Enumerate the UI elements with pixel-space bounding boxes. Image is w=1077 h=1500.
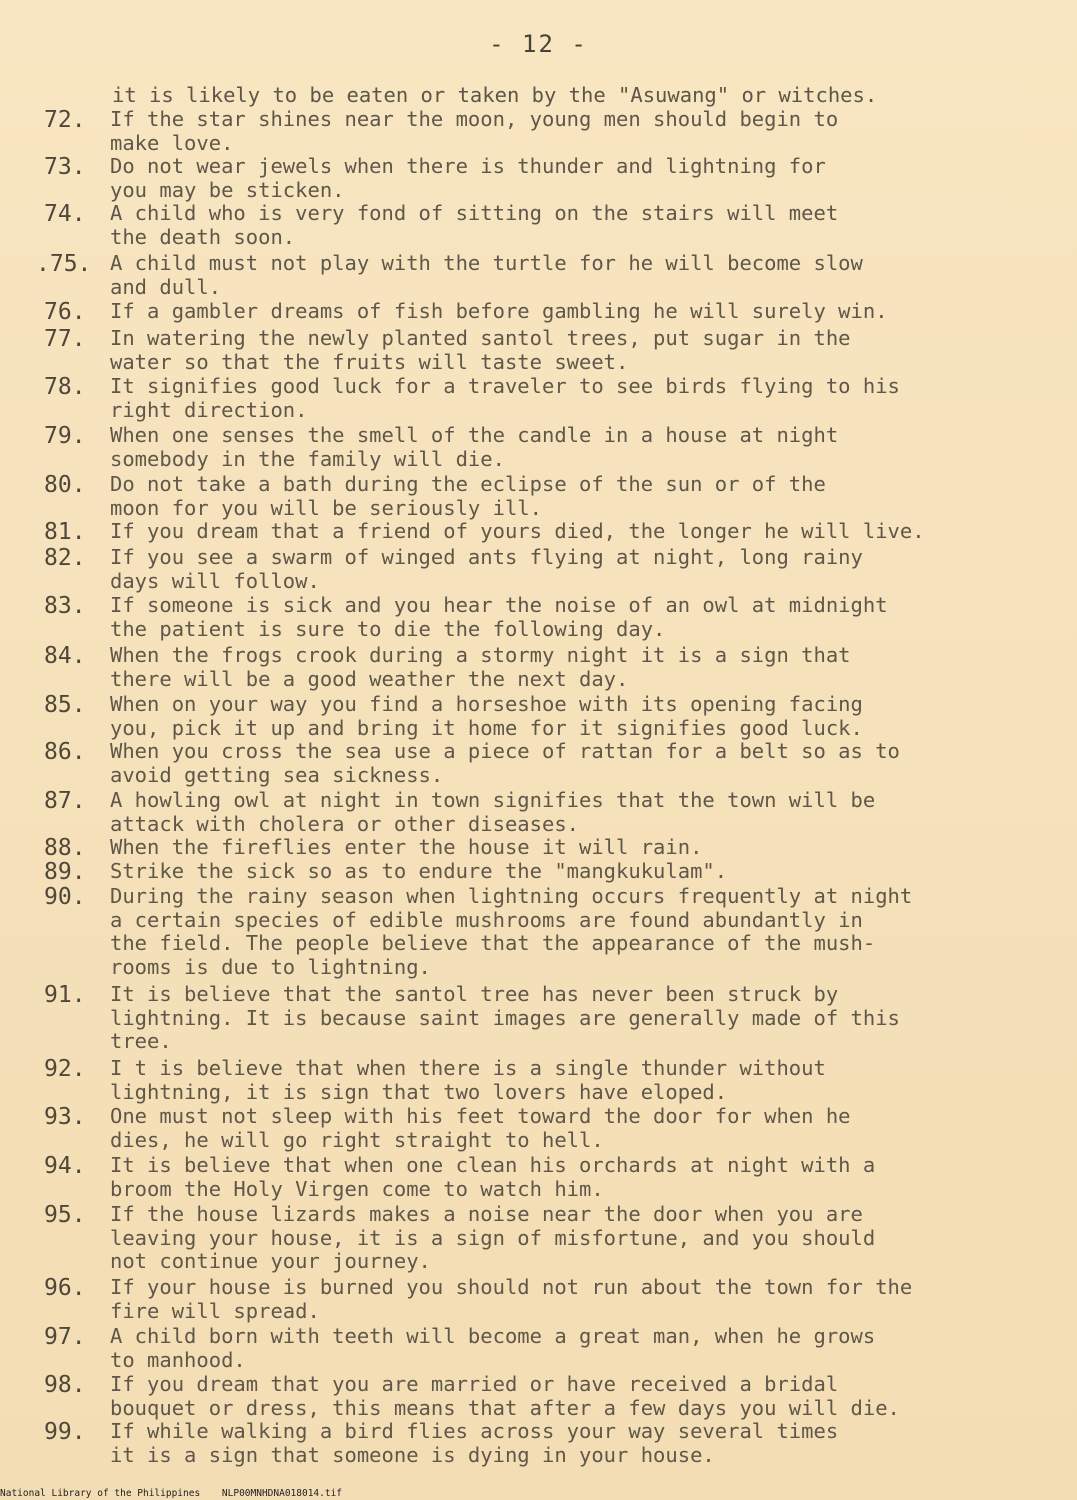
item-number: 79. [44,423,86,449]
item-text: It signifies good luck for a traveler to see birds flying to his right direction. [110,374,900,422]
item-number: .75. [36,251,92,277]
item-text: It is believe that the santol tree has never been struck by lightning. It is because saint images are generally made of this tree. [110,982,900,1053]
page-number: - 12 - [489,30,588,58]
item-number: 80. [44,472,86,498]
item-text: A howling owl at night in town signifies that the town will be attack with cholera or other diseases. [110,788,876,836]
continuation-line: it is likely to be eaten or taken by the "Asuwang" or witches. [112,83,878,107]
item-number: 73. [44,154,86,180]
item-number: 96. [44,1275,86,1301]
item-text: A child must not play with the turtle for he will become slow and dull. [110,251,863,299]
item-text: A child born with teeth will become a great man, when he grows to manhood. [110,1324,876,1372]
item-text: One must not sleep with his feet toward the door for when he dies, he will go right straight to hell. [110,1104,851,1152]
item-text: If you dream that a friend of yours died, the longer he will live. [110,519,925,543]
item-number: 95. [44,1202,86,1228]
item-number: 94. [44,1153,86,1179]
item-number: 88. [44,835,86,861]
item-text: If someone is sick and you hear the noise of an owl at midnight the patient is sure to die the following day. [110,593,888,641]
item-text: In watering the newly planted santol trees, put sugar in the water so that the fruits will taste sweet. [110,326,851,374]
item-text: Strike the sick so as to endure the "mangkukulam". [110,859,728,883]
item-number: 86. [44,739,86,765]
item-number: 98. [44,1372,86,1398]
item-number: 99. [44,1419,86,1445]
item-text: I t is believe that when there is a single thunder without lightning, it is sign that two lovers have eloped. [110,1056,826,1104]
item-text: Do not wear jewels when there is thunder and lightning for you may be sticken. [110,154,826,202]
item-text: If your house is burned you should not run about the town for the fire will spread. [110,1275,913,1323]
item-number: 77. [44,326,86,352]
item-text: If while walking a bird flies across your way several times it is a sign that someone is dying in your house. [110,1419,839,1467]
item-text: When the fireflies enter the house it will rain. [110,835,703,859]
item-number: 82. [44,545,86,571]
item-number: 85. [44,692,86,718]
item-text: When one senses the smell of the candle in a house at night somebody in the family will die. [110,423,839,471]
item-text: When the frogs crook during a stormy night it is a sign that there will be a good weather the next day. [110,643,851,691]
item-number: 78. [44,374,86,400]
item-number: 83. [44,593,86,619]
item-number: 92. [44,1056,86,1082]
item-text: When you cross the sea use a piece of rattan for a belt so as to avoid getting sea sickness. [110,739,900,787]
item-text: If you see a swarm of winged ants flying at night, long rainy days will follow. [110,545,863,593]
item-number: 74. [44,201,86,227]
item-text: A child who is very fond of sitting on the stairs will meet the death soon. [110,201,839,249]
item-text: It is believe that when one clean his orchards at night with a broom the Holy Virgen come to watch him. [110,1153,876,1201]
item-number: 84. [44,643,86,669]
item-number: 93. [44,1104,86,1130]
item-number: 81. [44,519,86,545]
item-text: If you dream that you are married or have received a bridal bouquet or dress, this means that after a few days you will die. [110,1372,900,1420]
item-text: If the house lizards makes a noise near the door when you are leaving your house, it is a sign of misfortune, and you should not continue your journey. [110,1202,876,1273]
item-text: If a gambler dreams of fish before gambling he will surely win. [110,299,888,323]
footer [0,1488,358,1499]
item-text: During the rainy season when lightning occurs frequently at night a certain species of edible mushrooms are found abundantly in the field. The people believe that the appearance of the mush- rooms is due to lightning. [110,884,913,979]
footer-library: National Library of the Philippines [0,1488,201,1499]
item-number: 89. [44,859,86,885]
item-text: When on your way you find a horseshoe with its opening facing you, pick it up and bring it home for it signifies good luck. [110,692,863,740]
item-number: 90. [44,884,86,910]
item-number: 97. [44,1324,86,1350]
item-number: 91. [44,982,86,1008]
item-number: 72. [44,107,86,133]
item-number: 76. [44,299,86,325]
item-text: Do not take a bath during the eclipse of the sun or of the moon for you will be seriously ill. [110,472,826,520]
footer-file: NLP00MNHDNA018014.tif [221,1488,343,1499]
item-number: 87. [44,788,86,814]
item-text: If the star shines near the moon, young men should begin to make love. [110,107,839,155]
